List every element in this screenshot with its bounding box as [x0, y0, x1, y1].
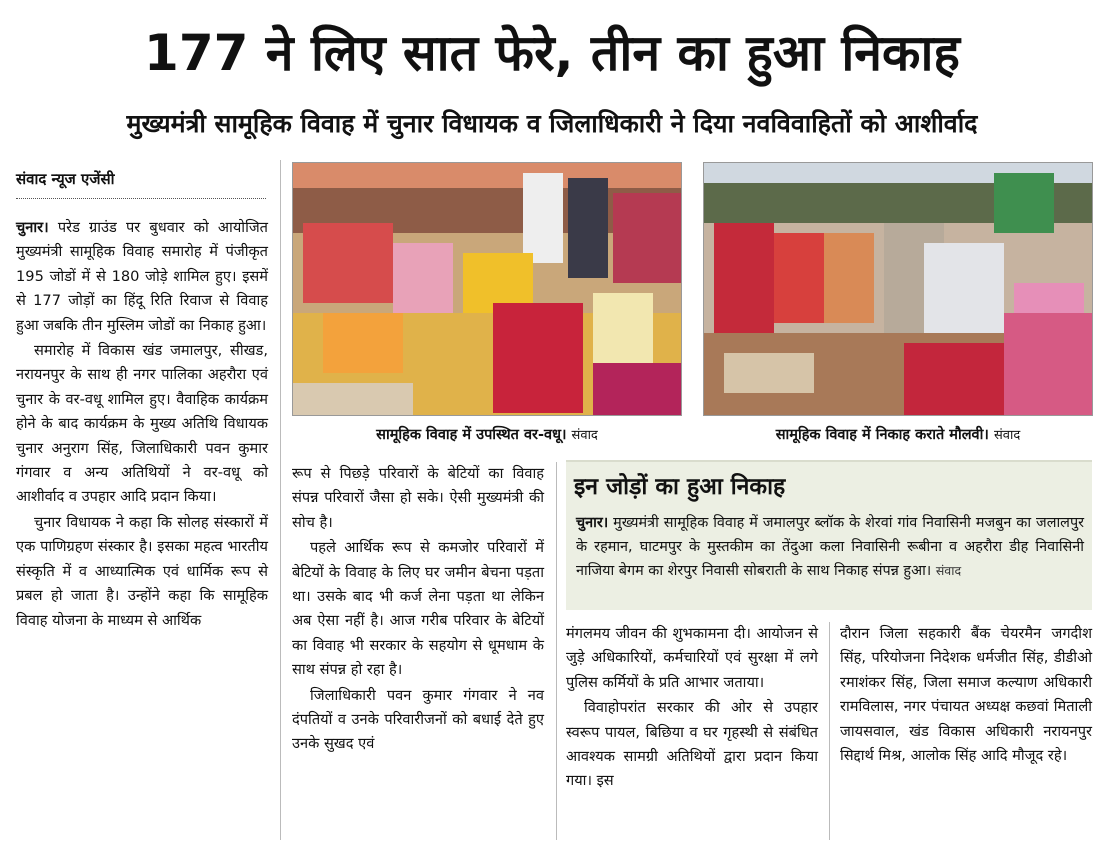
nikah-details-box [566, 460, 1092, 610]
column-divider [556, 462, 557, 840]
article-paragraph: चुनार विधायक ने कहा कि सोलह संस्कारों में एक पाणिग्रहण संस्कार है। इसका महत्व भारतीय संस्कृति में व आध्यात्मिक एवं धार्मिक रूप से प्रबल हो जाता है। उन्होंने कहा कि सामूहिक विवाह योजना के माध्यम से आर्थिक [16, 513, 268, 629]
box-text [576, 512, 1084, 584]
wedding-couples-image [293, 163, 682, 416]
photo-2-caption [703, 424, 1093, 447]
nikah-maulvi-photo [703, 162, 1093, 416]
box-paragraph: मुख्यमंत्री सामूहिक विवाह में जमालपुर ब्लॉक के शेरवां गांव निवासिनी मजबुन का जलालपुर के रहमान, घाटमपुर के मुस्तकीम का तेंदुआ कला निवासिनी रूबीना व अहरौरा डीह निवासिनी नाजिया बेगम का शेरपुर निवासी सोबराती के साथ निकाह संपन्न हुआ। [576, 515, 1084, 579]
dateline: चुनार। [576, 515, 609, 531]
nikah-image [704, 163, 1093, 416]
box-credit: संवाद [935, 563, 962, 578]
article-column-2 [292, 462, 544, 758]
byline: संवाद न्यूज एजेंसी [16, 170, 115, 188]
article-paragraph: पहले आर्थिक रूप से कमजोर परिवारों में बेटियों के विवाह के लिए घर जमीन बेचना पड़ता था। उसके बाद भी कर्ज लेना पड़ता था लेकिन अब ऐसा नहीं है। आज गरीब परिवार के बेटियों का विवाह भी सरकार के सहयोग से धूमधाम के साथ संपन्न हो रहा है। [292, 539, 544, 679]
column-divider [829, 622, 830, 840]
article-column-3 [566, 622, 818, 795]
article-column-1 [16, 216, 268, 634]
caption-text: सामूहिक विवाह में निकाह कराते मौलवी। [775, 427, 989, 443]
dateline: चुनार। [16, 219, 49, 236]
paragraph-text: परेड ग्राउंड पर बुधवार को आयोजित मुख्यमंत्री सामूहिक विवाह समारोह में पंजीकृत 195 जोडों में से 180 जोड़े शामिल हुए। इसमें से 177 जोड़ों का हिंदू रिति रिवाज से विवाह हुआ जबकि तीन मुस्लिम जोडों का निकाह हुआ। [16, 219, 268, 334]
column-divider [280, 160, 281, 840]
article-paragraph: मंगलमय जीवन की शुभकामना दी। आयोजन से जुड़े अधिकारियों, कर्मचारियों एवं सुरक्षा में लगे पुलिस कर्मियों के प्रति आभार जताया। [566, 625, 818, 691]
wedding-couples-photo [292, 162, 682, 416]
photo-credit: संवाद [571, 428, 598, 443]
article-column-4 [840, 622, 1092, 769]
article-paragraph: समारोह में विकास खंड जमालपुर, सीखड, नरायनपुर के साथ ही नगर पालिका अहरौरा एवं चुनार के वर-वधू शामिल हुए। वैवाहिक कार्यक्रम होने के बाद कार्यक्रम के मुख्य अतिथि विधायक चुनार अनुराग सिंह, जिलाधिकारी पवन कुमार गंगवार व अन्य अतिथियों ने वर-वधू को आशीर्वाद व उपहार आदि प्रदान किया। [16, 342, 268, 506]
byline-divider [16, 198, 266, 199]
headline: 177 ने लिए सात फेरे, तीन का हुआ निकाह [144, 24, 960, 82]
article-paragraph: विवाहोपरांत सरकार की ओर से उपहार स्वरूप पायल, बिछिया व घर गृहस्थी से संबंधित आवश्यक सामग्री अतिथियों द्वारा प्रदान किया गया। इस [566, 699, 818, 790]
caption-text: सामूहिक विवाह में उपस्थित वर-वधू। [376, 427, 567, 443]
article-paragraph [16, 216, 268, 338]
photo-credit: संवाद [993, 428, 1021, 443]
article-paragraph: जिलाधिकारी पवन कुमार गंगवार ने नव दंपतियों व उनके परिवारीजनों को बधाई देते हुए उनके सुखद एवं [292, 686, 544, 753]
subheadline: मुख्यमंत्री सामूहिक विवाह में चुनार विधायक व जिलाधिकारी ने दिया नवविवाहितों को आशीर्वाद [126, 109, 978, 138]
article-paragraph: दौरान जिला सहकारी बैंक चेयरमैन जगदीश सिंह, परियोजना निदेशक धर्मजीत सिंह, डीडीओ रमाशंकर सिंह, जिला समाज कल्याण अधिकारी रामविलास, नगर पंचायत अध्यक्ष कछवां मिताली जायसवाल, खंड विकास अधिकारी नरायनपुर सिद्दार्थ मिश्र, आलोक सिंह आदि मौजूद रहे। [840, 625, 1092, 765]
photo-1-caption [292, 424, 682, 447]
article-paragraph: रूप से पिछड़े परिवारों के बेटियों का विवाह संपन्न परिवारों जैसा हो सके। ऐसी मुख्यमंत्री की सोच है। [292, 465, 544, 531]
box-title: इन जोड़ों का हुआ निकाह [574, 474, 786, 500]
